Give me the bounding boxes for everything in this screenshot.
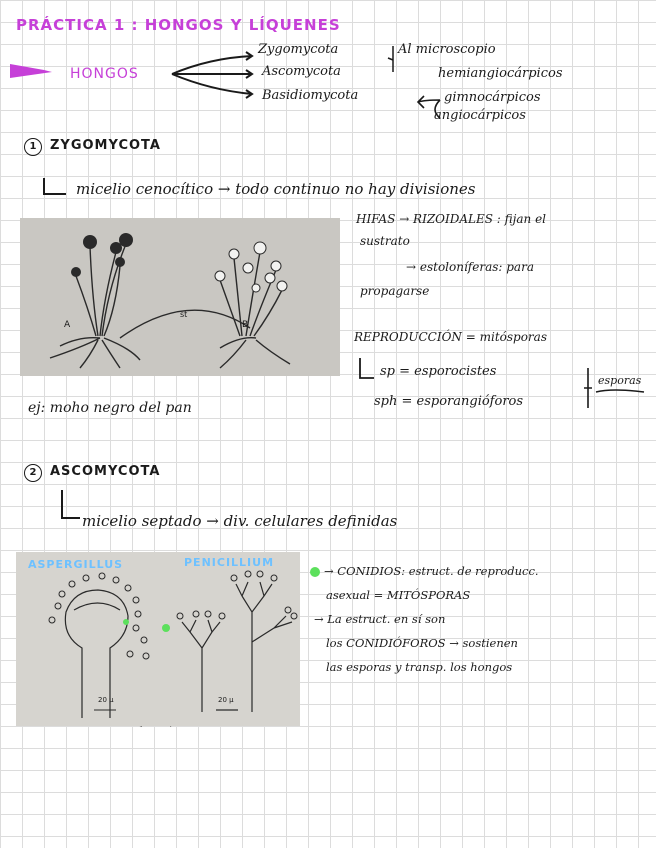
brace-zygo <box>388 46 393 72</box>
section2-micelio: micelio septado → div. celulares definidas <box>82 512 398 530</box>
microscope-note: Al microscopio <box>398 42 496 57</box>
green-marker-icon <box>162 624 170 632</box>
basidio-note-gimno: gimnocárpicos <box>444 90 541 105</box>
example-line: ej: moho negro del pan <box>28 400 192 416</box>
conidios-line-5: las esporas y transp. los hongos <box>326 660 513 674</box>
conidios-line-4: los CONIDIÓFOROS → sostienen <box>326 636 518 650</box>
hook-repro <box>360 358 374 378</box>
sph-line: sph = esporangióforos <box>374 394 524 409</box>
hifas-line-2: sustrato <box>360 234 410 248</box>
section1-heading: ZYGOMYCOTA <box>50 138 161 153</box>
conidios-line-3: → La estruct. en sí son <box>314 612 446 626</box>
branch-arrow-top <box>172 56 252 74</box>
section-number-2: 2 <box>24 464 42 482</box>
hifas-line-3: → estoloníferas: para <box>406 260 534 274</box>
section2-heading: ASCOMYCOTA <box>50 464 161 479</box>
hook-1 <box>44 178 66 194</box>
hifas-line-4: propagarse <box>360 284 430 298</box>
ascomycota-photo <box>16 552 300 726</box>
green-marker-icon <box>310 567 320 577</box>
basidio-note-angio: angiocárpicos <box>434 108 526 123</box>
hongos-label: HONGOS <box>70 66 139 82</box>
ascomycota-drawing <box>16 552 300 726</box>
branch-ascomycota: Ascomycota <box>262 64 341 79</box>
hook-2 <box>62 490 80 518</box>
esporas-label: esporas <box>598 374 642 387</box>
scale-label-penicillium: 20 µ <box>218 696 234 704</box>
zygomycota-drawing <box>20 218 340 376</box>
branch-basidiomycota: Basidiomycota <box>262 88 359 103</box>
sp-line: sp = esporocistes <box>380 364 497 379</box>
section1-micelio: micelio cenocítico → todo continuo no hay divisiones <box>76 180 476 198</box>
esporas-underline <box>596 390 644 392</box>
aspergillus-label: ASPERGILLUS <box>28 558 124 571</box>
photo-label-st: st <box>180 310 188 319</box>
zygomycota-photo <box>20 218 340 376</box>
conidios-line-2: asexual = MITÓSPORAS <box>326 588 471 602</box>
branch-arrow-bot <box>172 74 252 94</box>
reproduction-line: REPRODUCCIÓN = mitósporas <box>354 330 547 344</box>
hifas-line-1: HIFAS → RIZOIDALES : fijan el <box>356 212 547 226</box>
ascomycota-note: hemiangiocárpicos <box>438 66 563 81</box>
scale-label-aspergillus: 20 µ <box>98 696 114 704</box>
photo-label-b: B <box>242 320 249 330</box>
pink-arrow-icon <box>10 64 52 78</box>
esporas-brace <box>584 368 592 408</box>
section-number-1: 1 <box>24 138 42 156</box>
penicillium-label: PENICILLIUM <box>184 556 275 569</box>
green-marker-icon <box>123 619 129 625</box>
page-title: PRÁCTICA 1 : HONGOS Y LÍQUENES <box>16 16 341 34</box>
branch-zygomycota: Zygomycota <box>258 42 339 57</box>
conidios-line-1: → CONIDIOS: estruct. de reproducc. <box>324 564 539 578</box>
photo-label-a: A <box>64 320 71 330</box>
